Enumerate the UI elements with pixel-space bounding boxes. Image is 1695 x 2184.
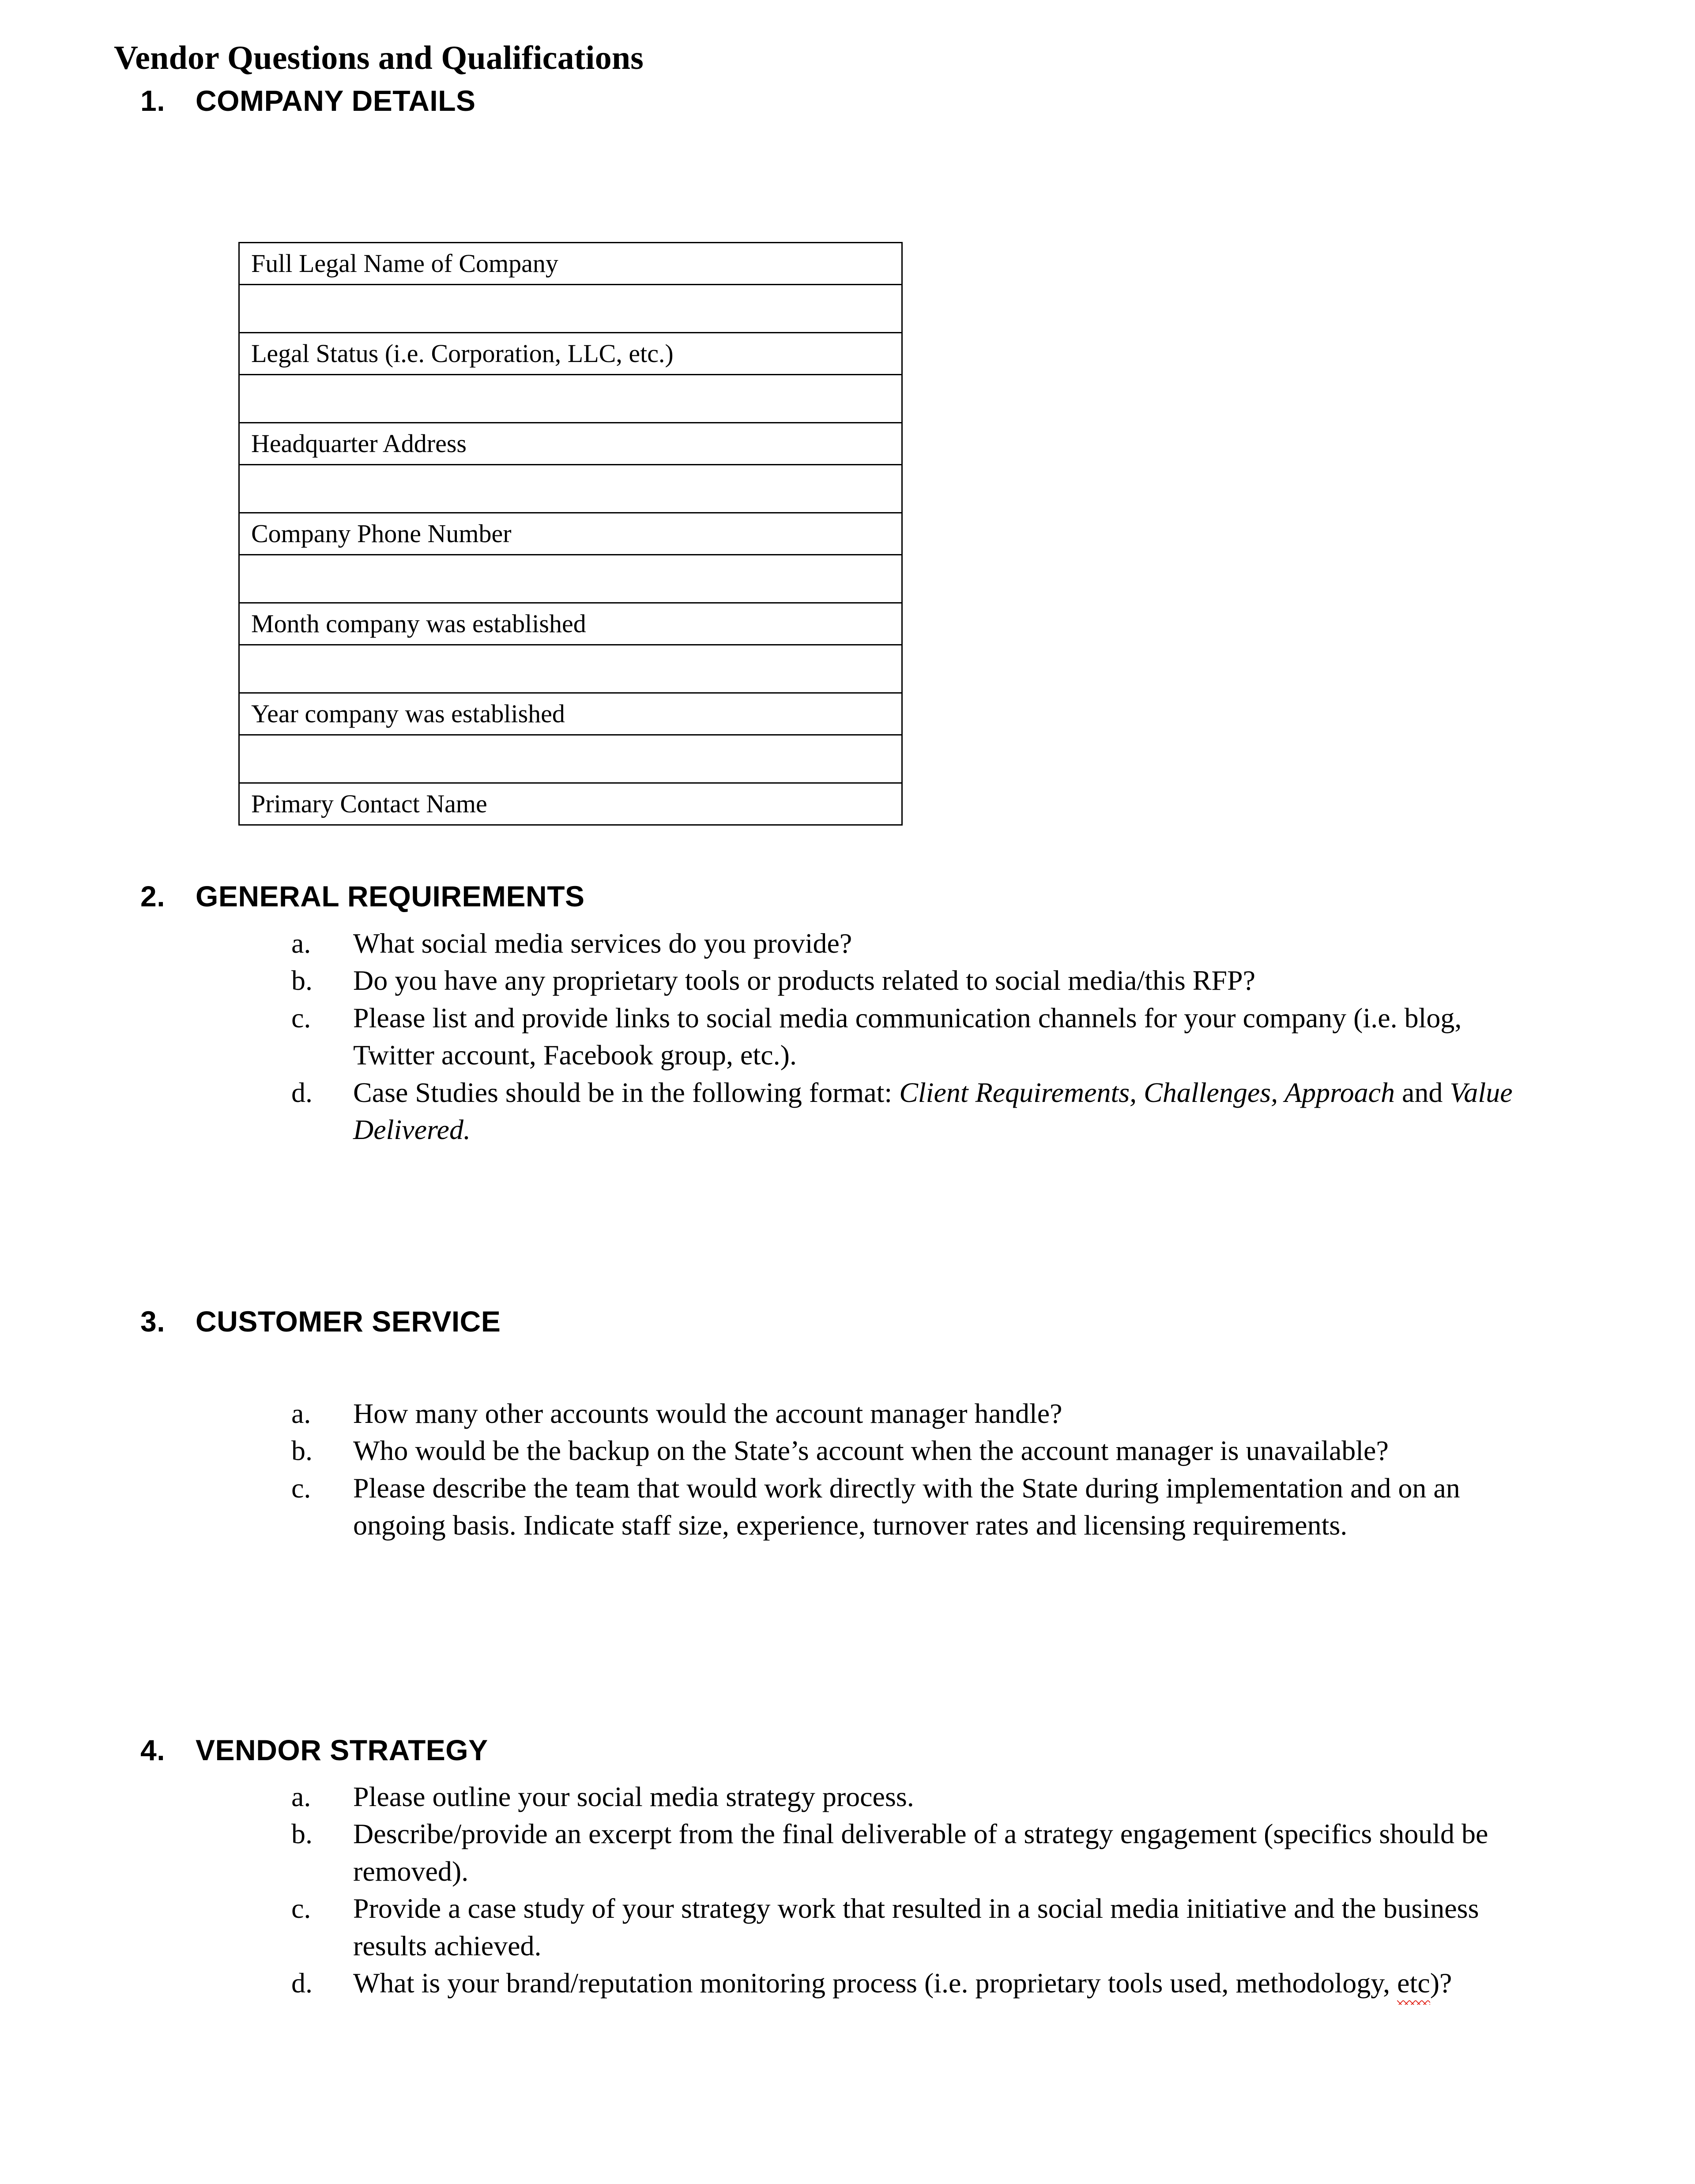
table-cell-input[interactable] [239, 555, 902, 603]
list-item-text-rich [353, 1965, 1527, 2002]
section-number: 4. [140, 1734, 166, 1766]
list-item [291, 1000, 1527, 1074]
table-cell-label: Headquarter Address [239, 423, 902, 465]
list-item-letter: d. [291, 1076, 313, 1108]
table-cell-label: Full Legal Name of Company [239, 243, 902, 285]
list-item-text: Please outline your social media strategy process. [353, 1781, 914, 1812]
section-number: 2. [140, 880, 166, 913]
section-heading-customer-service [140, 1305, 501, 1338]
table-row [239, 735, 902, 783]
table-row [239, 333, 902, 375]
list-item-letter: a. [291, 1398, 311, 1429]
monitoring-question-text: What is your brand/reputation monitoring process (i.e. proprietary tools used, methodology, [353, 1967, 1397, 1999]
table-cell-input[interactable] [239, 645, 902, 693]
list-item [291, 1074, 1527, 1149]
table-row [239, 513, 902, 555]
list-item-letter: b. [291, 965, 313, 996]
table-cell-label: Legal Status (i.e. Corporation, LLC, etc.) [239, 333, 902, 375]
customer-service-list [291, 1395, 1527, 1544]
list-item [291, 1432, 1527, 1469]
list-item-letter: a. [291, 928, 311, 959]
table-row [239, 693, 902, 735]
list-item-text: Describe/provide an excerpt from the final deliverable of a strategy engagement (specifics should be removed). [353, 1818, 1488, 1887]
case-study-conjunction: and [1395, 1076, 1450, 1108]
section-label: CUSTOMER SERVICE [196, 1305, 501, 1338]
vendor-strategy-list [291, 1778, 1527, 2002]
list-item [291, 1815, 1527, 1890]
case-study-format-part-1: Client Requirements, Challenges, Approach [899, 1076, 1395, 1108]
section-heading-vendor-strategy [140, 1733, 488, 1767]
table-row [239, 285, 902, 333]
list-item [291, 925, 1527, 962]
list-item [291, 1395, 1527, 1432]
list-item-letter: d. [291, 1967, 313, 1999]
list-item [291, 1470, 1527, 1544]
table-row [239, 375, 902, 423]
table-row [239, 423, 902, 465]
section-label: GENERAL REQUIREMENTS [196, 880, 585, 913]
list-item-letter: b. [291, 1818, 313, 1850]
list-item [291, 1890, 1527, 1965]
general-requirements-list [291, 925, 1527, 1149]
list-item-letter: b. [291, 1435, 313, 1467]
case-study-intro: Case Studies should be in the following format: [353, 1076, 900, 1108]
table-row [239, 243, 902, 285]
section-label: VENDOR STRATEGY [196, 1734, 488, 1766]
list-item-text: Please list and provide links to social media communication channels for your company (i.e. blog, Twitter account, Facebook group, etc.). [353, 1002, 1462, 1071]
table-row [239, 603, 902, 645]
monitoring-question-tail: )? [1430, 1967, 1452, 1999]
table-cell-input[interactable] [239, 285, 902, 333]
case-study-format-part-2: Value Delivered. [353, 1076, 1513, 1146]
spellcheck-misspelled-word[interactable]: etc [1397, 1965, 1430, 2002]
section-label: COMPANY DETAILS [196, 84, 476, 117]
section-number: 3. [140, 1305, 166, 1338]
list-item-text: Who would be the backup on the State’s account when the account manager is unavailable? [353, 1435, 1389, 1467]
list-item [291, 1778, 1527, 1815]
table-cell-input[interactable] [239, 465, 902, 513]
list-item-letter: c. [291, 1893, 311, 1924]
list-item-text: Please describe the team that would work directly with the State during implementation and on an ongoing basis. Indicate staff size, experience, turnover rates and licensing requirements. [353, 1472, 1460, 1541]
table-cell-input[interactable] [239, 735, 902, 783]
list-item-letter: a. [291, 1781, 311, 1812]
section-heading-general-requirements [140, 879, 585, 913]
company-details-table [238, 242, 903, 826]
list-item-letter: c. [291, 1002, 311, 1034]
table-cell-input[interactable] [239, 375, 902, 423]
list-item-text: What social media services do you provide? [353, 928, 852, 959]
table-cell-label: Company Phone Number [239, 513, 902, 555]
table-row [239, 465, 902, 513]
list-item [291, 1965, 1527, 2002]
list-item-text: Do you have any proprietary tools or products related to social media/this RFP? [353, 965, 1255, 996]
table-row [239, 783, 902, 825]
list-item-letter: c. [291, 1472, 311, 1504]
list-item-text: How many other accounts would the account manager handle? [353, 1398, 1062, 1429]
document-title: Vendor Questions and Qualifications [114, 39, 644, 76]
section-number: 1. [140, 84, 166, 117]
table-cell-label: Year company was established [239, 693, 902, 735]
list-item-text-rich [353, 1074, 1527, 1149]
list-item-text: Provide a case study of your strategy work that resulted in a social media initiative and the business results achieved. [353, 1893, 1479, 1961]
table-cell-label: Month company was established [239, 603, 902, 645]
table-cell-label: Primary Contact Name [239, 783, 902, 825]
list-item [291, 962, 1527, 999]
table-row [239, 555, 902, 603]
section-heading-company-details [140, 84, 476, 117]
table-row [239, 645, 902, 693]
